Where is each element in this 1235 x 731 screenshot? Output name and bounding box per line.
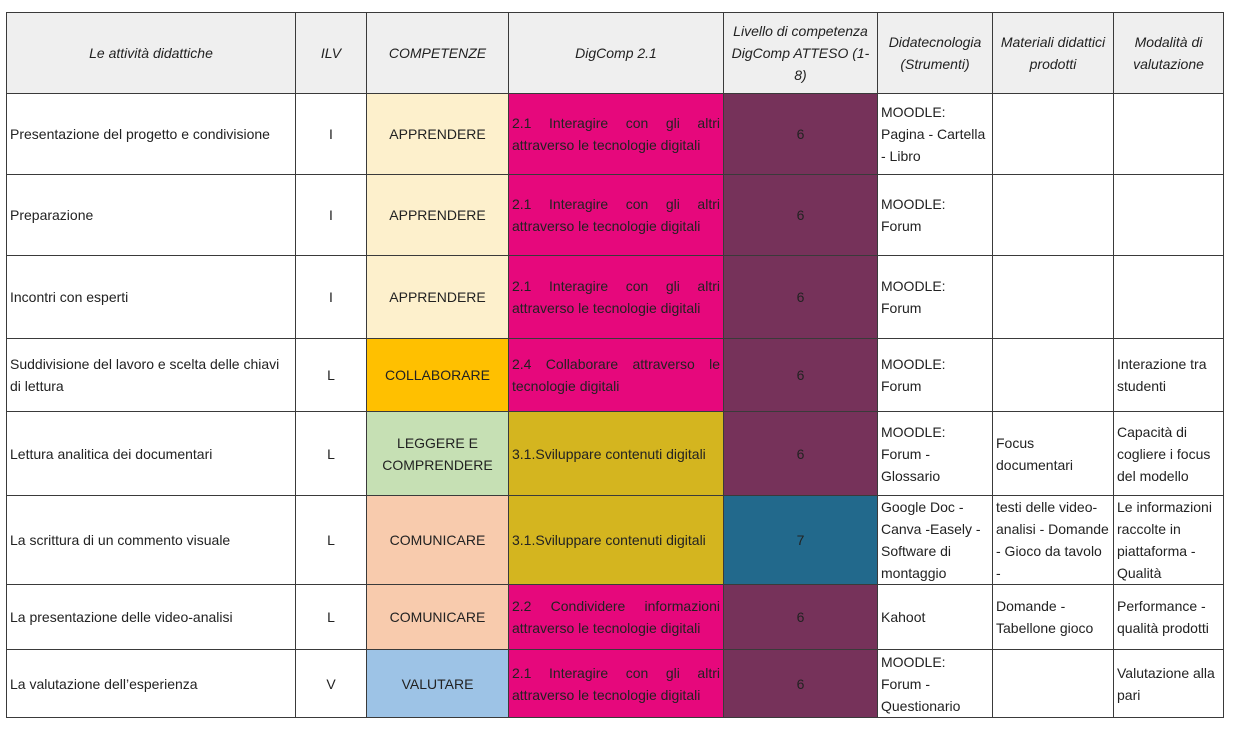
activity-cell: Preparazione (7, 175, 296, 256)
header-tools: Didatecnologia (Strumenti) (878, 13, 993, 94)
tools-cell: MOODLE: Forum (878, 256, 993, 339)
competence-cell: COLLABORARE (367, 339, 509, 412)
tools-cell: MOODLE: Forum (878, 175, 993, 256)
level-cell: 6 (724, 585, 878, 650)
level-cell: 6 (724, 94, 878, 175)
materials-cell (993, 256, 1114, 339)
activity-cell: Suddivisione del lavoro e scelta delle chiavi di lettura (7, 339, 296, 412)
table-row (7, 256, 1224, 339)
digcomp-cell: 2.1 Interagire con gli altri attraverso le tecnologie digitali (509, 175, 724, 256)
evaluation-cell (1114, 175, 1224, 256)
digcomp-cell: 2.4 Collaborare attraverso le tecnologie digitali (509, 339, 724, 412)
digcomp-cell: 2.2 Condividere informazioni attraverso le tecnologie digitali (509, 585, 724, 650)
activity-cell: Presentazione del progetto e condivisione (7, 94, 296, 175)
evaluation-cell: Le informazioni raccolte in piattaforma - Qualità (1114, 496, 1224, 585)
materials-cell: Domande - Tabellone gioco (993, 585, 1114, 650)
level-cell: 6 (724, 650, 878, 718)
table-row (7, 496, 1224, 585)
table-row (7, 94, 1224, 175)
ilv-cell: I (296, 94, 367, 175)
materials-cell (993, 94, 1114, 175)
header-competence: COMPETENZE (367, 13, 509, 94)
tools-cell: MOODLE: Forum - Glossario (878, 412, 993, 496)
materials-cell: testi delle video-analisi - Domande - Gioco da tavolo - (993, 496, 1114, 585)
evaluation-cell: Interazione tra studenti (1114, 339, 1224, 412)
table-row (7, 412, 1224, 496)
competence-cell: COMUNICARE (367, 585, 509, 650)
header-evaluation: Modalità di valutazione (1114, 13, 1224, 94)
digcomp-cell: 3.1.Sviluppare contenuti digitali (509, 496, 724, 585)
digcomp-cell: 2.1 Interagire con gli altri attraverso le tecnologie digitali (509, 256, 724, 339)
competence-cell: LEGGERE E COMPRENDERE (367, 412, 509, 496)
materials-cell (993, 339, 1114, 412)
header-ilv: ILV (296, 13, 367, 94)
ilv-cell: I (296, 256, 367, 339)
competence-cell: APPRENDERE (367, 175, 509, 256)
ilv-cell: L (296, 412, 367, 496)
ilv-cell: L (296, 339, 367, 412)
table-row (7, 339, 1224, 412)
evaluation-cell: Valutazione alla pari (1114, 650, 1224, 718)
header-materials: Materiali didattici prodotti (993, 13, 1114, 94)
level-cell: 6 (724, 412, 878, 496)
activity-cell: La valutazione dell’esperienza (7, 650, 296, 718)
header-digcomp: DigComp 2.1 (509, 13, 724, 94)
table-row (7, 585, 1224, 650)
level-cell: 6 (724, 256, 878, 339)
digcomp-cell: 2.1 Interagire con gli altri attraverso le tecnologie digitali (509, 94, 724, 175)
tools-cell: Google Doc - Canva -Easely - Software di montaggio (878, 496, 993, 585)
header-activity: Le attività didattiche (7, 13, 296, 94)
competence-cell: APPRENDERE (367, 256, 509, 339)
ilv-cell: V (296, 650, 367, 718)
table-row (7, 650, 1224, 718)
ilv-cell: L (296, 496, 367, 585)
materials-cell (993, 175, 1114, 256)
ilv-cell: L (296, 585, 367, 650)
digcomp-cell: 3.1.Sviluppare contenuti digitali (509, 412, 724, 496)
activity-cell: Incontri con esperti (7, 256, 296, 339)
tools-cell: MOODLE: Forum - Questionario (878, 650, 993, 718)
competence-cell: APPRENDERE (367, 94, 509, 175)
level-cell: 6 (724, 339, 878, 412)
competence-cell: VALUTARE (367, 650, 509, 718)
materials-cell (993, 650, 1114, 718)
activity-cell: La presentazione delle video-analisi (7, 585, 296, 650)
header-level: Livello di competenza DigComp ATTESO (1-8) (724, 13, 878, 94)
table-row (7, 175, 1224, 256)
tools-cell: MOODLE: Pagina - Cartella - Libro (878, 94, 993, 175)
activity-cell: La scrittura di un commento visuale (7, 496, 296, 585)
tools-cell: Kahoot (878, 585, 993, 650)
tools-cell: MOODLE: Forum (878, 339, 993, 412)
activity-cell: Lettura analitica dei documentari (7, 412, 296, 496)
evaluation-cell: Capacità di cogliere i focus del modello (1114, 412, 1224, 496)
digcomp-activity-table (6, 12, 1224, 718)
evaluation-cell (1114, 256, 1224, 339)
ilv-cell: I (296, 175, 367, 256)
digcomp-cell: 2.1 Interagire con gli altri attraverso le tecnologie digitali (509, 650, 724, 718)
level-cell: 7 (724, 496, 878, 585)
evaluation-cell: Performance - qualità prodotti (1114, 585, 1224, 650)
level-cell: 6 (724, 175, 878, 256)
competence-cell: COMUNICARE (367, 496, 509, 585)
evaluation-cell (1114, 94, 1224, 175)
header-row (7, 13, 1224, 94)
materials-cell: Focus documentari (993, 412, 1114, 496)
